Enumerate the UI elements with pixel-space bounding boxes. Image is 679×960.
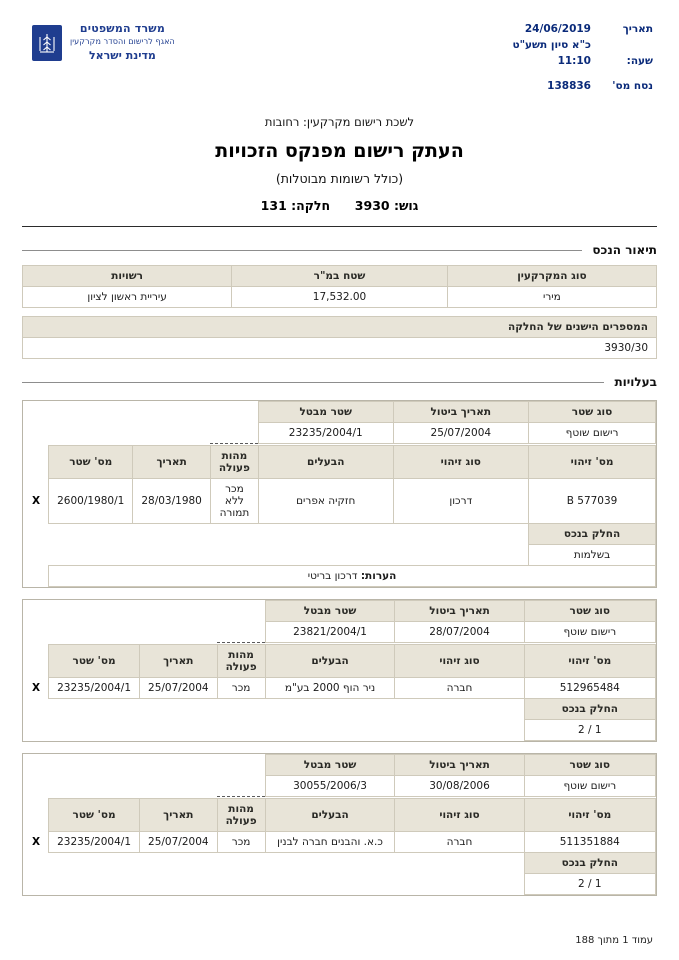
- ownership-block: [22, 599, 657, 742]
- cell-owners: ניר הוף 2000 בע"מ: [265, 678, 395, 699]
- cell-deed-type: רישום שוטף: [529, 423, 656, 444]
- col-land-type: סוג המקרקעין: [447, 266, 656, 287]
- cell-area: 17,532.00: [232, 287, 448, 308]
- cell-spacer: [49, 720, 524, 741]
- cell-action-type: מכר: [217, 832, 265, 853]
- col-cancel-date: תאריך ביטול: [395, 755, 524, 776]
- nosach-label: נסח מס': [612, 80, 653, 93]
- table-row: [24, 479, 656, 524]
- col-deed-type: סוג שטר: [524, 601, 655, 622]
- col-id-number: מס' זיהוי: [524, 799, 655, 832]
- cell-owners: כ.א. והבנים חברה לבנין: [265, 832, 395, 853]
- cell-date: 25/07/2004: [140, 832, 218, 853]
- marker-spacer: [24, 645, 49, 678]
- ministry-emblem-block: [32, 22, 175, 63]
- cell-date: 28/03/1980: [133, 479, 211, 524]
- page-footer: עמוד 1 מתוך 188: [575, 935, 653, 946]
- col-area: שטח במ"ר: [232, 266, 448, 287]
- ministry-subtitle: האגף לרישום והסדר מקרקעין: [70, 36, 175, 46]
- col-id-number: מס' זיהוי: [524, 645, 655, 678]
- table-row: [24, 545, 656, 566]
- cell-action-type: מכר ללא תמורה: [210, 479, 258, 524]
- col-owners: הבעלים: [258, 446, 393, 479]
- col-cancel-date: תאריך ביטול: [395, 601, 524, 622]
- notes-value: דרכון בריטי: [307, 570, 358, 582]
- table-header-row: [24, 601, 656, 622]
- table-row: [23, 338, 657, 359]
- col-id-type: סוג זיהוי: [393, 446, 529, 479]
- col-share: החלק בנכס: [524, 853, 655, 874]
- table-row: [24, 622, 656, 643]
- cell-share: 1 / 2: [524, 874, 655, 895]
- marker-spacer: [24, 720, 49, 741]
- marker-spacer: [210, 423, 258, 444]
- section-rule: [22, 382, 604, 383]
- marker-spacer: [24, 799, 49, 832]
- col-date: תאריך: [133, 446, 211, 479]
- cell-spacer: [49, 524, 529, 545]
- time-label: שעה:: [626, 54, 653, 67]
- ownership-block: [22, 400, 657, 588]
- nosach-value: 138836: [547, 80, 591, 93]
- marker-spacer: [217, 601, 265, 622]
- cell-canceling-deed: 23821/2004/1: [265, 622, 395, 643]
- col-authorities: רשויות: [23, 266, 232, 287]
- date-hebrew: כ"א סיון תשע"ט: [512, 38, 591, 51]
- table-row: [24, 678, 656, 699]
- col-canceling-deed: שטר מבטל: [265, 755, 395, 776]
- helka-value: 131: [260, 198, 287, 213]
- col-deed-number: מס' שטר: [49, 446, 133, 479]
- asset-description-table: [22, 265, 657, 308]
- section-header-ownership: [22, 375, 657, 389]
- col-cancel-date: תאריך ביטול: [393, 402, 529, 423]
- cell-cancel-date: 25/07/2004: [393, 423, 529, 444]
- marker-spacer: [24, 699, 49, 720]
- notes-row: [24, 566, 656, 587]
- cell-canceling-deed: 30055/2006/3: [265, 776, 395, 797]
- cell-authorities: עיריית ראשון לציון: [23, 287, 232, 308]
- marker-spacer: [24, 524, 49, 545]
- col-canceling-deed: שטר מבטל: [258, 402, 393, 423]
- section-rule: [22, 250, 582, 251]
- marker-spacer: [217, 776, 265, 797]
- col-canceling-deed: שטר מבטל: [265, 601, 395, 622]
- page-title: העתק רישום מפנקס הזכויות: [215, 140, 464, 162]
- col-date: תאריך: [140, 645, 218, 678]
- israel-emblem-icon: [32, 25, 62, 61]
- cell-deed-number: 23235/2004/1: [49, 832, 140, 853]
- col-share: החלק בנכס: [529, 524, 656, 545]
- notes-label: הערות:: [360, 570, 397, 582]
- cell-deed-type: רישום שוטף: [524, 776, 655, 797]
- marker-spacer: [217, 755, 265, 776]
- cell-action-type: מכר: [217, 678, 265, 699]
- cell-spacer: [49, 545, 529, 566]
- col-deed-number: מס' שטר: [49, 799, 140, 832]
- cell-date: 25/07/2004: [140, 678, 218, 699]
- table-row: [24, 776, 656, 797]
- ownership-table: [23, 754, 656, 895]
- cell-share: בשלמות: [529, 545, 656, 566]
- gush-value: 3930: [354, 198, 390, 213]
- col-action-type: מהות פעולה: [217, 645, 265, 678]
- col-deed-type: סוג שטר: [529, 402, 656, 423]
- cell-id-number: B 577039: [529, 479, 656, 524]
- ministry-name: משרד המשפטים: [79, 22, 165, 35]
- table-row: [23, 287, 657, 308]
- old-parcel-numbers-table: [22, 316, 657, 359]
- ownership-block: [22, 753, 657, 896]
- section-header-asset-description: [22, 243, 657, 257]
- cell-old-number: 3930/30: [23, 338, 657, 359]
- cell-deed-number: 23235/2004/1: [49, 678, 140, 699]
- col-share: החלק בנכס: [524, 699, 655, 720]
- cell-canceling-deed: 23235/2004/1: [258, 423, 393, 444]
- marker-spacer: [24, 853, 49, 874]
- ownership-table: [23, 600, 656, 741]
- marker-spacer: [24, 566, 49, 587]
- page-subtitle: (כולל רשומות מבוטלות): [275, 171, 404, 186]
- col-action-type: מהות פעולה: [210, 446, 258, 479]
- office-line: לשכת רישום מקרקעין: רחובות: [264, 115, 415, 129]
- cell-id-number: 512965484: [524, 678, 655, 699]
- cancel-marker: X: [24, 678, 49, 699]
- marker-spacer: [24, 545, 49, 566]
- cell-deed-number: 2600/1980/1: [49, 479, 133, 524]
- table-row: [24, 874, 656, 895]
- document-header: [22, 16, 657, 95]
- col-owners: הבעלים: [265, 799, 395, 832]
- table-header-row: [24, 524, 656, 545]
- table-header-row: [24, 799, 656, 832]
- parcel-line: [22, 198, 657, 213]
- gush-label: גוש:: [393, 198, 419, 213]
- cell-id-type: חברה: [395, 832, 524, 853]
- col-id-type: סוג זיהוי: [395, 799, 524, 832]
- section-title-asset: תיאור הנכס: [592, 243, 657, 257]
- ministry-text: [70, 22, 175, 63]
- cancel-marker: X: [24, 479, 49, 524]
- title-divider: [22, 226, 657, 227]
- cell-deed-type: רישום שוטף: [524, 622, 655, 643]
- table-header-row: [24, 755, 656, 776]
- col-id-type: סוג זיהוי: [395, 645, 524, 678]
- document-meta: [463, 22, 653, 95]
- cell-id-number: 511351884: [524, 832, 655, 853]
- date-label: תאריך: [622, 23, 653, 35]
- col-old-numbers: המספרים הישנים של החלקה: [23, 317, 657, 338]
- marker-spacer: [24, 446, 49, 479]
- col-owners: הבעלים: [265, 645, 395, 678]
- section-title-ownership: בעלויות: [614, 375, 657, 389]
- marker-spacer: [210, 402, 258, 423]
- table-row: [24, 720, 656, 741]
- table-header-row: [24, 446, 656, 479]
- helka-label: חלקה:: [291, 198, 331, 213]
- col-id-number: מס' זיהוי: [529, 446, 656, 479]
- cell-spacer: [49, 874, 524, 895]
- table-header-row: [23, 266, 657, 287]
- cell-land-type: מירי: [447, 287, 656, 308]
- table-header-row: [24, 699, 656, 720]
- notes-cell: [49, 566, 656, 587]
- table-row: [24, 832, 656, 853]
- table-row: [24, 423, 656, 444]
- col-deed-number: מס' שטר: [49, 645, 140, 678]
- cell-spacer: [49, 853, 524, 874]
- cell-id-type: דרכון: [393, 479, 529, 524]
- cell-owners: חזקיה אפרים: [258, 479, 393, 524]
- cell-cancel-date: 28/07/2004: [395, 622, 524, 643]
- time-value: 11:10: [557, 54, 591, 67]
- cell-spacer: [49, 699, 524, 720]
- cancel-marker: X: [24, 832, 49, 853]
- table-header-row: [24, 645, 656, 678]
- table-header-row: [24, 853, 656, 874]
- cell-cancel-date: 30/08/2006: [395, 776, 524, 797]
- date-gregorian: 24/06/2019: [524, 23, 591, 35]
- table-header-row: [24, 402, 656, 423]
- state-name: מדינת ישראל: [89, 48, 156, 62]
- marker-spacer: [24, 874, 49, 895]
- ownership-table: [23, 401, 656, 587]
- col-deed-type: סוג שטר: [524, 755, 655, 776]
- table-header-row: [23, 317, 657, 338]
- cell-share: 1 / 2: [524, 720, 655, 741]
- col-date: תאריך: [140, 799, 218, 832]
- marker-spacer: [217, 622, 265, 643]
- cell-id-type: חברה: [395, 678, 524, 699]
- col-action-type: מהות פעולה: [217, 799, 265, 832]
